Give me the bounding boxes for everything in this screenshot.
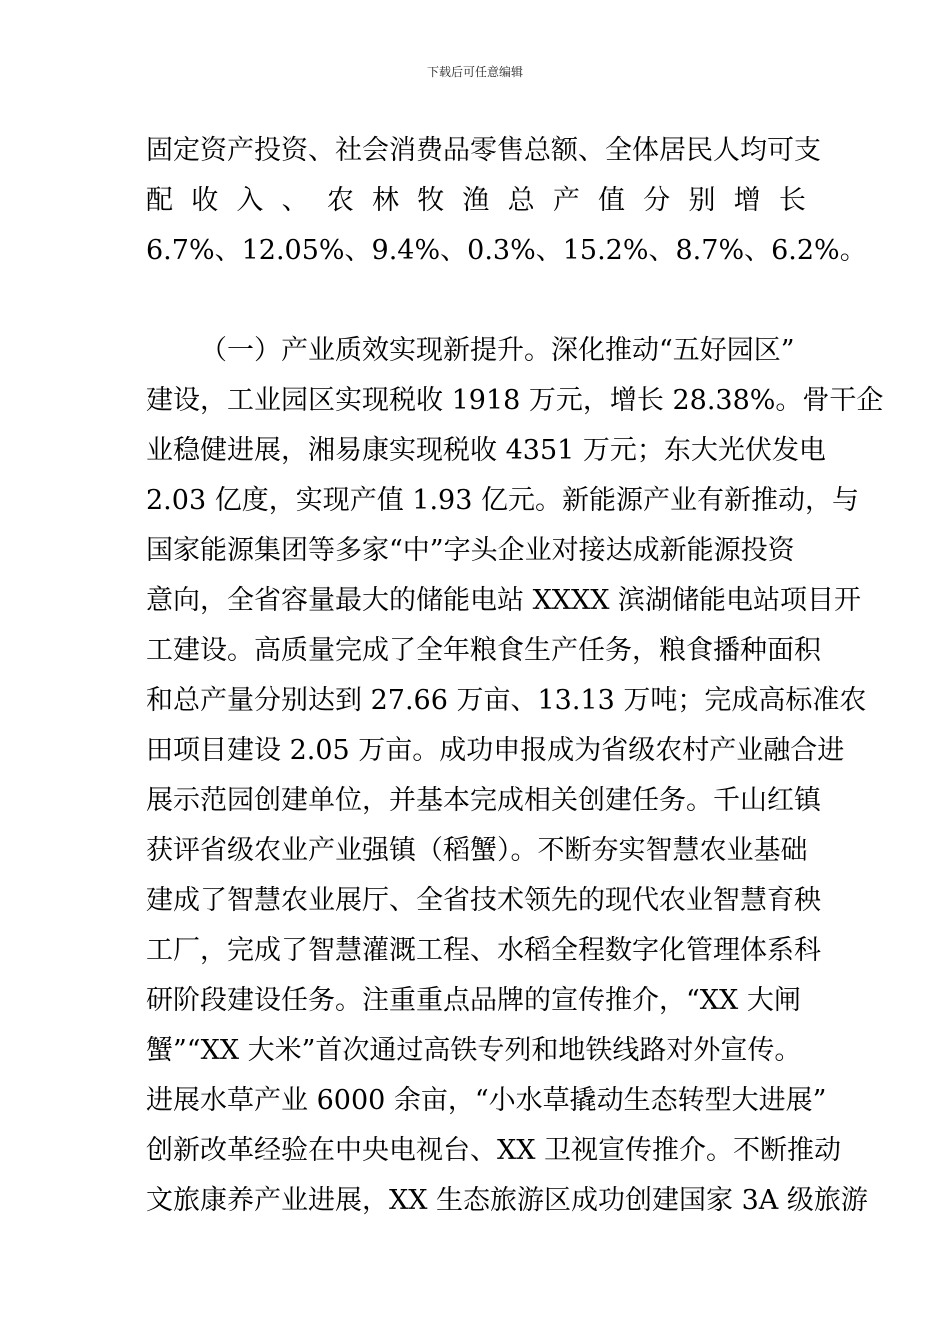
justified-char: 入 xyxy=(236,185,264,216)
text-line: 田项目建设 2.05 万亩。成功申报成为省级农村产业融合进 xyxy=(146,735,845,766)
paragraph-first-line: （一）产业质效实现新提升。深化推动“五好园区” xyxy=(200,335,795,366)
justified-char: 总 xyxy=(507,185,535,216)
text-line: 获评省级农业产业强镇（稻蟹）。不断夯实智慧农业基础 xyxy=(146,835,808,866)
text-line: 创新改革经验在中央电视台、XX 卫视宣传推介。不断推动 xyxy=(146,1135,842,1166)
text-line: 建成了智慧农业展厅、全省技术领先的现代农业智慧育秧 xyxy=(146,885,821,916)
justified-char: 别 xyxy=(688,185,716,216)
text-line: 6.7%、12.05%、9.4%、0.3%、15.2%、8.7%、6.2%。 xyxy=(146,235,867,266)
justified-char: 分 xyxy=(643,185,671,216)
justified-char: 林 xyxy=(372,185,400,216)
justified-char: 增 xyxy=(733,185,761,216)
text-line: 研阶段建设任务。注重重点品牌的宣传推介，“XX 大闸 xyxy=(146,985,801,1016)
text-line: 固定资产投资、社会消费品零售总额、全体居民人均可支 xyxy=(146,135,821,166)
justified-char: 值 xyxy=(598,185,626,216)
text-line: 意向，全省容量最大的储能电站 XXXX 滨湖储能电站项目开 xyxy=(146,585,862,616)
justified-char: 渔 xyxy=(462,185,490,216)
text-line: 业稳健进展，湘易康实现税收 4351 万元；东大光伏发电 xyxy=(146,435,826,466)
text-line: 蟹”“XX 大米”首次通过高铁专列和地铁线路对外宣传。 xyxy=(146,1035,802,1066)
text-line: 进展水草产业 6000 余亩，“小水草撬动生态转型大进展” xyxy=(146,1085,827,1116)
justified-char: 收 xyxy=(191,185,219,216)
text-line: 展示范园创建单位，并基本完成相关创建任务。千山红镇 xyxy=(146,785,821,816)
text-line-justified xyxy=(146,185,806,217)
text-line: 和总产量分别达到 27.66 万亩、13.13 万吨；完成高标准农 xyxy=(146,685,867,716)
justified-char: 农 xyxy=(326,185,354,216)
justified-char: 、 xyxy=(281,185,309,216)
text-line: 建设，工业园区实现税收 1918 万元，增长 28.38%。骨干企 xyxy=(146,385,884,416)
text-line: 国家能源集团等多家“中”字头企业对接达成新能源投资 xyxy=(146,535,795,566)
text-line: 工建设。高质量完成了全年粮食生产任务，粮食播种面积 xyxy=(146,635,821,666)
justified-char: 配 xyxy=(146,185,173,216)
justified-char: 长 xyxy=(778,185,806,216)
justified-char: 牧 xyxy=(417,185,445,216)
text-line: 工厂，完成了智慧灌溉工程、水稻全程数字化管理体系科 xyxy=(146,935,821,966)
text-line: 2.03 亿度，实现产值 1.93 亿元。新能源产业有新推动，与 xyxy=(146,485,859,516)
text-line: 文旅康养产业进展，XX 生态旅游区成功创建国家 3A 级旅游 xyxy=(146,1185,868,1216)
justified-char: 产 xyxy=(552,185,580,216)
page-header: 下载后可任意编辑 xyxy=(426,65,523,79)
